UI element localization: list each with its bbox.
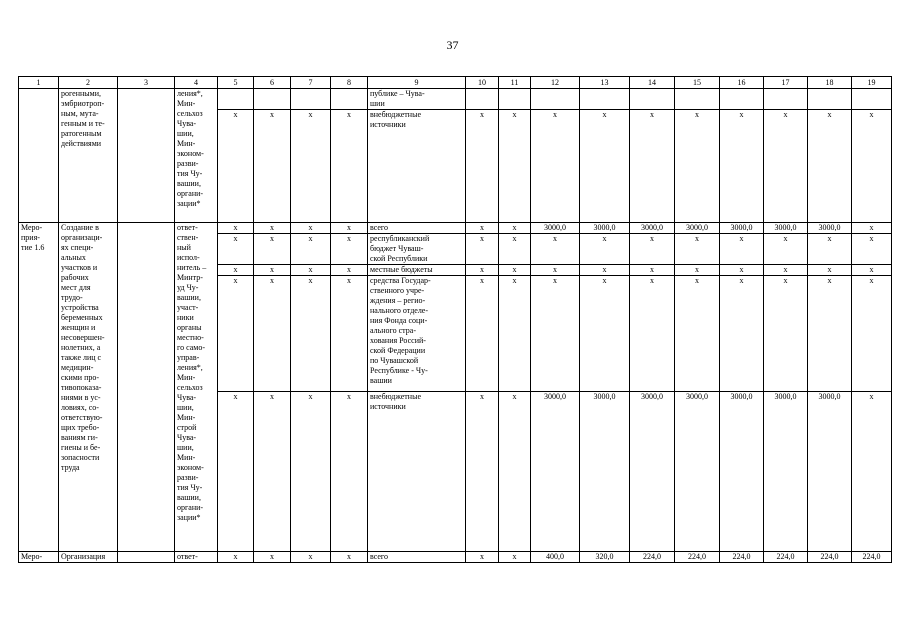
value-cell: 3000,0 — [675, 392, 720, 552]
value-cell: x — [764, 234, 808, 265]
value-cell: 224,0 — [720, 552, 764, 563]
value-cell: x — [331, 392, 368, 552]
value-cell: x — [254, 234, 291, 265]
page-number: 37 — [446, 38, 459, 52]
column-number: 15 — [675, 77, 720, 89]
value-cell: x — [499, 110, 531, 223]
value-cell: x — [720, 110, 764, 223]
value-cell: x — [466, 110, 499, 223]
value-cell: x — [331, 223, 368, 234]
value-cell: x — [808, 265, 852, 276]
column-number: 3 — [118, 77, 175, 89]
value-cell: 3000,0 — [630, 223, 675, 234]
value-cell: x — [254, 552, 291, 563]
value-cell: x — [254, 392, 291, 552]
column-number: 16 — [720, 77, 764, 89]
value-cell: 224,0 — [852, 552, 892, 563]
column-number: 14 — [630, 77, 675, 89]
column-number: 12 — [531, 77, 580, 89]
value-cell: x — [218, 392, 254, 552]
value-cell: x — [720, 234, 764, 265]
value-cell: x — [218, 276, 254, 392]
value-cell: x — [531, 234, 580, 265]
measure-name-cell: рогенными, эмбриотроп- ным, мута- генным и те- ратогенным действиями — [59, 89, 118, 223]
value-cell: x — [630, 110, 675, 223]
value-cell — [466, 89, 499, 110]
value-cell: x — [466, 552, 499, 563]
value-cell: 224,0 — [630, 552, 675, 563]
value-cell: x — [852, 223, 892, 234]
value-cell: x — [580, 265, 630, 276]
measure-number-cell — [19, 89, 59, 223]
value-cell: x — [764, 265, 808, 276]
value-cell — [499, 89, 531, 110]
executors-cell: ответ- — [175, 552, 218, 563]
value-cell: x — [852, 392, 892, 552]
value-cell: x — [291, 223, 331, 234]
program-measures-table — [18, 76, 892, 563]
value-cell — [675, 89, 720, 110]
value-cell: x — [630, 234, 675, 265]
value-cell: x — [331, 265, 368, 276]
funding-source-cell: местные бюджеты — [368, 265, 466, 276]
value-cell — [764, 89, 808, 110]
value-cell — [808, 89, 852, 110]
column-number: 8 — [331, 77, 368, 89]
value-cell: x — [580, 234, 630, 265]
value-cell: x — [720, 276, 764, 392]
value-cell: x — [852, 234, 892, 265]
value-cell: x — [254, 276, 291, 392]
value-cell: 3000,0 — [630, 392, 675, 552]
value-cell: x — [675, 234, 720, 265]
value-cell: x — [254, 265, 291, 276]
column-number: 11 — [499, 77, 531, 89]
value-cell — [580, 89, 630, 110]
value-cell: 3000,0 — [808, 223, 852, 234]
value-cell: 3000,0 — [720, 223, 764, 234]
value-cell — [291, 89, 331, 110]
value-cell: x — [675, 110, 720, 223]
column3-cell — [118, 89, 175, 223]
value-cell: x — [499, 234, 531, 265]
value-cell: 3000,0 — [531, 223, 580, 234]
value-cell: x — [466, 234, 499, 265]
column-number: 2 — [59, 77, 118, 89]
value-cell: x — [808, 234, 852, 265]
value-cell: 3000,0 — [675, 223, 720, 234]
value-cell — [254, 89, 291, 110]
value-cell: x — [291, 392, 331, 552]
table-row — [19, 223, 892, 234]
column-number: 9 — [368, 77, 466, 89]
funding-source-cell: всего — [368, 552, 466, 563]
column-number: 1 — [19, 77, 59, 89]
value-cell: x — [531, 276, 580, 392]
value-cell: x — [291, 234, 331, 265]
value-cell: x — [218, 110, 254, 223]
funding-source-cell: всего — [368, 223, 466, 234]
value-cell: x — [466, 265, 499, 276]
column-number-row — [19, 77, 892, 89]
value-cell: x — [580, 110, 630, 223]
value-cell — [720, 89, 764, 110]
column-number: 7 — [291, 77, 331, 89]
value-cell: x — [499, 265, 531, 276]
value-cell: x — [499, 552, 531, 563]
value-cell: x — [852, 265, 892, 276]
value-cell: x — [499, 392, 531, 552]
value-cell: x — [331, 234, 368, 265]
value-cell — [218, 89, 254, 110]
column-number: 5 — [218, 77, 254, 89]
value-cell: x — [218, 265, 254, 276]
funding-source-cell: публике – Чува- шии — [368, 89, 466, 110]
value-cell: x — [720, 265, 764, 276]
column-number: 17 — [764, 77, 808, 89]
value-cell: x — [254, 223, 291, 234]
measure-name-cell: Организация — [59, 552, 118, 563]
value-cell — [331, 89, 368, 110]
value-cell: x — [808, 110, 852, 223]
funding-source-cell: внебюджетные источники — [368, 110, 466, 223]
value-cell: x — [218, 552, 254, 563]
value-cell: 224,0 — [808, 552, 852, 563]
value-cell: x — [764, 110, 808, 223]
column-number: 13 — [580, 77, 630, 89]
value-cell: x — [499, 223, 531, 234]
value-cell: 3000,0 — [808, 392, 852, 552]
measure-name-cell: Создание в организаци- ях специ- альных участков и рабочих мест для трудо- устройства беременных женщин и несовершен- нолетних, а также лиц с медицин- скими про- тивопоказа- ниями в ус- ловиях, со- ответствую- щих требо- ваниям ги- гиены и бе- зопасности труда — [59, 223, 118, 552]
value-cell: x — [291, 552, 331, 563]
value-cell: x — [291, 110, 331, 223]
value-cell: x — [630, 265, 675, 276]
value-cell: x — [331, 276, 368, 392]
value-cell: x — [218, 223, 254, 234]
measure-number-cell: Меро- прия- тие 1.6 — [19, 223, 59, 552]
value-cell: 3000,0 — [580, 392, 630, 552]
column-number: 4 — [175, 77, 218, 89]
executors-cell: ления*, Мин- сельхоз Чува- шии, Мин- эконом- разви- тия Чу- вашии, органи- зации* — [175, 89, 218, 223]
value-cell: 3000,0 — [580, 223, 630, 234]
table-row — [19, 552, 892, 563]
value-cell: x — [764, 276, 808, 392]
value-cell: x — [531, 265, 580, 276]
value-cell: 3000,0 — [764, 392, 808, 552]
value-cell: x — [291, 276, 331, 392]
value-cell: 3000,0 — [720, 392, 764, 552]
table-row — [19, 89, 892, 110]
value-cell: 400,0 — [531, 552, 580, 563]
funding-source-cell: внебюджетные источники — [368, 392, 466, 552]
value-cell: x — [630, 276, 675, 392]
value-cell: x — [808, 276, 852, 392]
executors-cell: ответ- ствен- ный испол- нитель – Минтр- уд Чу- вашии, участ- ники органы местно- го само- управ- ления*, Мин- сельхоз Чува- шии, Мин- строй Чува- шии, Мин- эконом- разви- тия Чу- вашии, органи- зации* — [175, 223, 218, 552]
value-cell: 224,0 — [764, 552, 808, 563]
value-cell: x — [531, 110, 580, 223]
value-cell: x — [852, 276, 892, 392]
value-cell — [531, 89, 580, 110]
value-cell: x — [499, 276, 531, 392]
column-number: 19 — [852, 77, 892, 89]
value-cell: x — [466, 276, 499, 392]
funding-source-cell: республиканский бюджет Чуваш- ской Республики — [368, 234, 466, 265]
value-cell — [852, 89, 892, 110]
column-number: 18 — [808, 77, 852, 89]
measure-number-cell: Меро- — [19, 552, 59, 563]
value-cell: x — [218, 234, 254, 265]
value-cell: x — [675, 265, 720, 276]
value-cell: 224,0 — [675, 552, 720, 563]
value-cell: x — [675, 276, 720, 392]
value-cell: 320,0 — [580, 552, 630, 563]
value-cell: x — [331, 110, 368, 223]
funding-source-cell: средства Государ- ственного учре- ждения – регио- нального отделе- ния Фонда соци- ального стра- хования Россий- ской Федерации по Чувашской Республике - Чу- вашии — [368, 276, 466, 392]
column-number: 10 — [466, 77, 499, 89]
value-cell — [630, 89, 675, 110]
column-number: 6 — [254, 77, 291, 89]
value-cell: x — [466, 223, 499, 234]
value-cell: x — [254, 110, 291, 223]
value-cell: x — [331, 552, 368, 563]
value-cell: 3000,0 — [764, 223, 808, 234]
value-cell: x — [580, 276, 630, 392]
value-cell: x — [291, 265, 331, 276]
value-cell: 3000,0 — [531, 392, 580, 552]
column3-cell — [118, 552, 175, 563]
value-cell: x — [852, 110, 892, 223]
value-cell: x — [466, 392, 499, 552]
column3-cell — [118, 223, 175, 552]
